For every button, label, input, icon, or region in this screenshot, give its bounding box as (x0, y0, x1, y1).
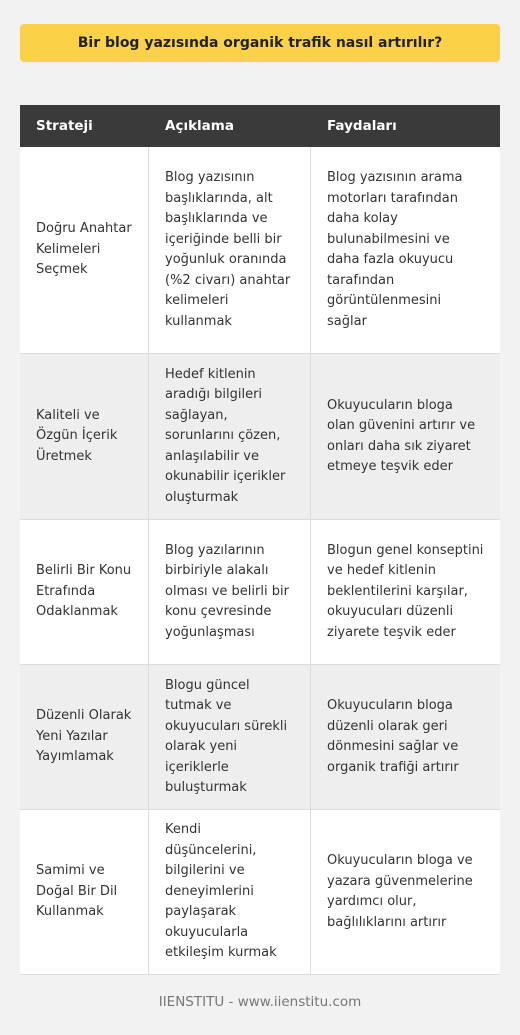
cell-benefits: Blogun genel konseptini ve hedef kitlenin beklentilerini karşılar, okuyucuları düzenli ziyarete teşvik eder (327, 542, 484, 640)
cell-description: Blog yazısının başlıklarında, alt başlıklarında ve içeriğinde belli bir yoğunluk oranında (%2 civarı) anahtar kelimeleri kullanmak (148, 147, 311, 353)
table-row (20, 147, 500, 354)
strategy-table (20, 105, 500, 975)
cell-description: Blogu güncel tutmak ve okuyucuları sürekli olarak yeni içeriklerle buluşturmak (148, 665, 311, 809)
table-row (20, 665, 500, 810)
cell-description: Kendi düşüncelerini, bilgilerini ve deneyimlerini paylaşarak okuyucularla etkileşim kurmak (148, 810, 311, 974)
cell-benefits: Okuyucuların bloga ve yazara güvenmelerine yardımcı olur, bağlılıklarını artırır (327, 853, 473, 930)
table-row (20, 520, 500, 665)
page-title: Bir blog yazısında organik trafik nasıl artırılır? (20, 24, 500, 62)
table-row (20, 810, 500, 975)
cell-description: Blog yazılarının birbiriyle alakalı olması ve belirli bir konu çevresinde yoğunlaşması (148, 520, 311, 664)
cell-strategy: Samimi ve Doğal Bir Dil Kullanmak (36, 863, 118, 920)
cell-strategy: Düzenli Olarak Yeni Yazılar Yayımlamak (36, 708, 132, 765)
table-header-row (20, 105, 500, 147)
cell-description: Hedef kitlenin aradığı bilgileri sağlayan, sorunlarını çözen, anlaşılabilir ve okunabilir içerikler oluşturmak (148, 354, 311, 519)
cell-strategy: Belirli Bir Konu Etrafında Odaklanmak (36, 563, 132, 620)
header-benefits: Faydaları (327, 117, 397, 134)
cell-benefits: Okuyucuların bloga olan güvenini artırır ve onları daha sık ziyaret etmeye teşvik eder (327, 397, 476, 474)
header-description: Açıklama (148, 105, 311, 147)
header-strategy: Strateji (36, 117, 93, 134)
cell-strategy: Doğru Anahtar Kelimeleri Seçmek (36, 221, 132, 278)
footer-credit: IIENSTITU - www.iienstitu.com (158, 994, 362, 1010)
cell-strategy: Kaliteli ve Özgün İçerik Üretmek (36, 407, 118, 464)
cell-benefits: Blog yazısının arama motorları tarafından daha kolay bulunabilmesini ve daha fazla okuyucu tarafından görüntülenmesini sağlar (327, 170, 463, 329)
cell-benefits: Okuyucuların bloga düzenli olarak geri dönmesini sağlar ve organik trafiği artırır (327, 698, 459, 775)
table-row (20, 354, 500, 520)
